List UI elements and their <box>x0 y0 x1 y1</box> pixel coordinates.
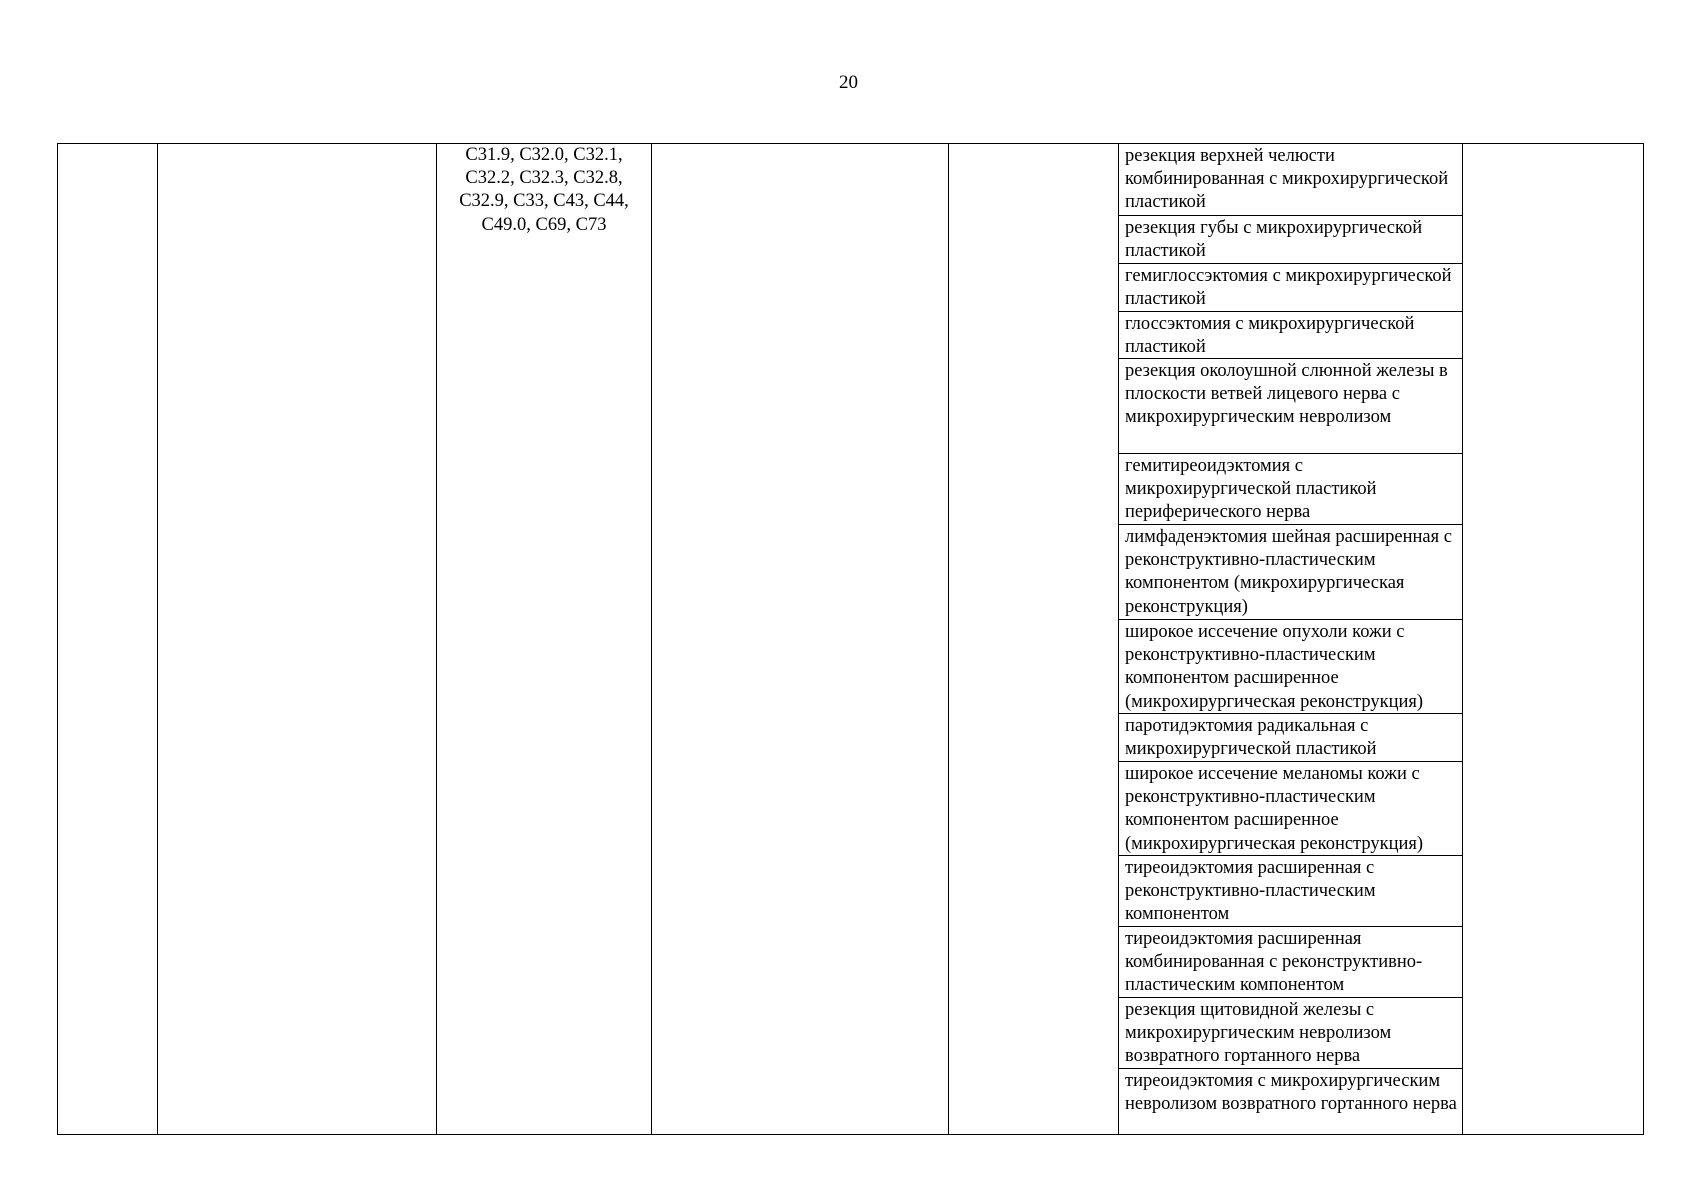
procedure-item: резекция щитовидной железы с микрохирургическим невролизом возвратного гортанного нерва <box>1119 998 1462 1069</box>
col-4-cell <box>652 144 949 1135</box>
procedure-item: широкое иссечение опухоли кожи с реконструктивно-пластическим компонентом расширенное (микрохирургическая реконструкция) <box>1119 620 1462 714</box>
procedure-item: глоссэктомия с микрохирургической пластикой <box>1119 312 1462 359</box>
procedures-table <box>57 143 1644 1135</box>
procedure-item: паротидэктомия радикальная с микрохирургической пластикой <box>1119 714 1462 762</box>
col-1-cell <box>58 144 158 1135</box>
procedure-item: гемиглоссэктомия с микрохирургической пластикой <box>1119 264 1462 312</box>
page-number: 20 <box>839 72 858 93</box>
procedures-cell <box>1119 144 1463 1135</box>
col-7-cell <box>1463 144 1644 1135</box>
col-5-cell <box>949 144 1119 1135</box>
procedure-item: резекция околоушной слюнной железы в плоскости ветвей лицевого нерва с микрохирургическим невролизом <box>1119 359 1462 454</box>
procedure-item: тиреоидэктомия расширенная комбинированная с реконструктивно-пластическим компонентом <box>1119 927 1462 998</box>
col-2-cell <box>158 144 437 1135</box>
procedure-item: широкое иссечение меланомы кожи с реконструктивно-пластическим компонентом расширенное (микрохирургическая реконструкция) <box>1119 762 1462 856</box>
table-row <box>58 144 1644 1135</box>
diagnosis-codes: C31.9, C32.0, C32.1, C32.2, C32.3, C32.8, C32.9, C33, C43, C44, C49.0, C69, C73 <box>459 145 629 235</box>
diagnosis-codes-cell <box>437 144 652 1135</box>
procedure-item: гемитиреоидэктомия с микрохирургической пластикой периферического нерва <box>1119 454 1462 525</box>
procedure-item: резекция губы с микрохирургической пластикой <box>1119 216 1462 264</box>
procedure-item: тиреоидэктомия с микрохирургическим невролизом возвратного гортанного нерва <box>1125 1071 1457 1115</box>
procedure-list <box>1119 144 1462 1134</box>
procedure-item: тиреоидэктомия расширенная с реконструктивно-пластическим компонентом <box>1119 856 1462 927</box>
procedure-item: резекция верхней челюсти комбинированная с микрохирургической пластикой <box>1119 144 1462 216</box>
procedure-item: лимфаденэктомия шейная расширенная с реконструктивно-пластическим компонентом (микрохирургическая реконструкция) <box>1119 525 1462 620</box>
